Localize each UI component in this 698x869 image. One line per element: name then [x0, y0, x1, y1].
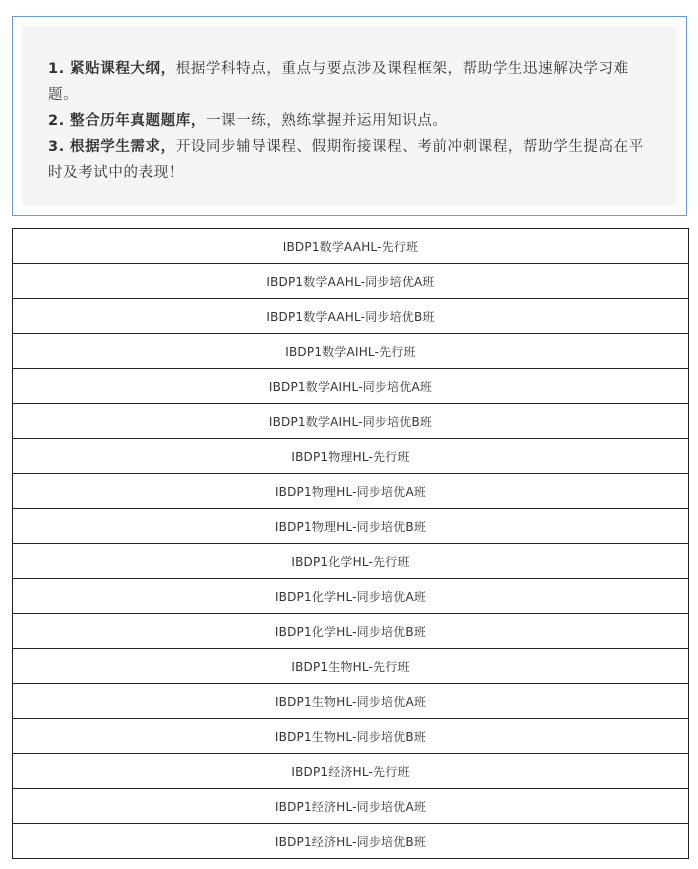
course-cell: IBDP1数学AAHL-先行班	[13, 229, 689, 264]
table-row	[13, 299, 689, 334]
intro-panel	[22, 26, 677, 206]
intro-point-1	[48, 56, 651, 108]
course-cell: IBDP1经济HL-同步培优B班	[13, 824, 689, 859]
course-cell: IBDP1经济HL-先行班	[13, 754, 689, 789]
course-cell: IBDP1化学HL-同步培优B班	[13, 614, 689, 649]
course-cell: IBDP1化学HL-先行班	[13, 544, 689, 579]
course-cell: IBDP1经济HL-同步培优A班	[13, 789, 689, 824]
table-row	[13, 719, 689, 754]
point-text: 根据学科特点，重点与要点涉及课程框架，帮助学生迅速解决学习难题。	[48, 61, 629, 103]
course-cell: IBDP1数学AIHL-先行班	[13, 334, 689, 369]
table-row	[13, 404, 689, 439]
course-cell: IBDP1数学AIHL-同步培优B班	[13, 404, 689, 439]
table-row	[13, 614, 689, 649]
table-row	[13, 334, 689, 369]
course-table	[12, 228, 689, 859]
table-row	[13, 649, 689, 684]
point-text: 一课一练，熟练掌握并运用知识点。	[205, 113, 448, 129]
table-row	[13, 369, 689, 404]
course-cell: IBDP1物理HL-同步培优B班	[13, 509, 689, 544]
intro-point-3	[48, 134, 651, 186]
intro-point-2	[48, 108, 651, 134]
table-row	[13, 474, 689, 509]
table-row	[13, 264, 689, 299]
course-cell: IBDP1生物HL-同步培优B班	[13, 719, 689, 754]
course-cell: IBDP1化学HL-同步培优A班	[13, 579, 689, 614]
course-cell: IBDP1物理HL-先行班	[13, 439, 689, 474]
table-row	[13, 754, 689, 789]
course-cell: IBDP1生物HL-同步培优A班	[13, 684, 689, 719]
table-row	[13, 229, 689, 264]
course-cell: IBDP1数学AAHL-同步培优A班	[13, 264, 689, 299]
table-row	[13, 824, 689, 859]
point-text: 开设同步辅导课程、假期衔接课程、考前冲刺课程，帮助学生提高在平时及考试中的表现！	[48, 139, 644, 181]
point-number: 3.	[48, 139, 65, 155]
point-heading: 紧贴课程大纲，	[70, 61, 176, 77]
table-row	[13, 789, 689, 824]
course-cell: IBDP1物理HL-同步培优A班	[13, 474, 689, 509]
table-row	[13, 684, 689, 719]
point-number: 1.	[48, 61, 65, 77]
intro-box	[12, 16, 687, 216]
table-row	[13, 439, 689, 474]
course-cell: IBDP1数学AAHL-同步培优B班	[13, 299, 689, 334]
table-row	[13, 509, 689, 544]
point-heading: 根据学生需求，	[70, 139, 176, 155]
table-row	[13, 544, 689, 579]
point-number: 2.	[48, 113, 65, 129]
point-heading: 整合历年真题题库，	[70, 113, 206, 129]
table-row	[13, 579, 689, 614]
course-cell: IBDP1生物HL-先行班	[13, 649, 689, 684]
course-cell: IBDP1数学AIHL-同步培优A班	[13, 369, 689, 404]
